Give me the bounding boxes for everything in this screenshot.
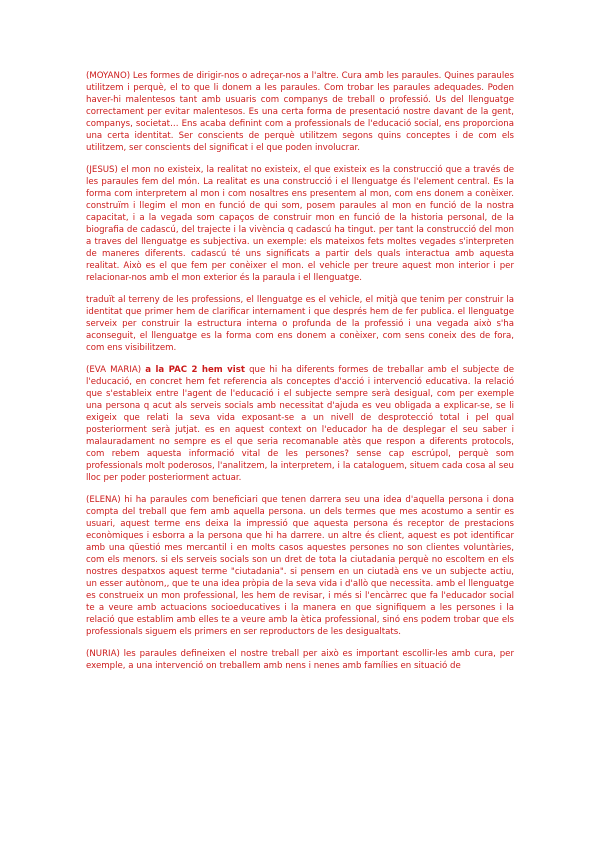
speaker-label: (NURIA) bbox=[86, 649, 120, 659]
document-body bbox=[86, 70, 514, 672]
paragraph-text: les paraules defineixen el nostre treball per això es important escollir-les amb cura, per exemple, a una intervenció on treballem amb nens i nenes amb famílies en situació de bbox=[86, 649, 514, 671]
paragraph-text: que hi ha diferents formes de treballar amb el subjecte de l'educació, en concret hem fet referencia als conceptes d'acció i intervenció educativa. la relació que s'estableix entre l'agent de l'educació i el subjecte sempre serà desigual, com per exemple una persona q acut als serveis socials amb necessitat d'ajuda es veu obligada a explicar-se, se li exigeix que relati la seva vida exposant-se a un nivell de desprotecció total i pel qual posteriorment serà jutjat. es en aquest context on l'educador ha de desplegar el seu saber i malauradament no sempre es el que seria recomanable atès que respon a diferents protocols, com rebem aquesta informació vital de les persones? sense cap escrúpol, perquè som professionals molt poderosos, l'analitzem, la interpretem, i la cataloguem, situem cada cosa al seu lloc per poder posteriorment actuar. bbox=[86, 365, 515, 483]
paragraph-moyano bbox=[86, 70, 514, 154]
speaker-label: (EVA MARIA) bbox=[86, 365, 142, 375]
paragraph-nuria bbox=[86, 648, 514, 672]
speaker-label: (JESUS) bbox=[86, 165, 118, 175]
paragraph-text: Les formes de dirigir-nos o adreçar-nos a l'altre. Cura amb les paraules. Quines paraules utilitzem i perquè, el to que li donem a les paraules. Com trobar les paraules adequades. Poden haver-hi malentesos tant amb usuaris com companys de treball o professió. Us del llenguatge correctament per evitar malentesos. Es una certa forma de presentació nostre davant de la gent, companys, societat… Ens acaba definint com a professionals de l'educació social, ens proporciona una certa identitat. Ser conscients de perquè utilitzem segons quins conceptes i de com els utilitzem, ser conscients del significat i el que poden involucrar. bbox=[86, 71, 514, 153]
paragraph-jesus bbox=[86, 164, 514, 284]
bold-lead: a la PAC 2 hem vist bbox=[145, 365, 245, 375]
paragraph-text: traduït al terreny de les professions, el llenguatge es el vehicle, el mitjà que tenim per construir la identitat que primer hem de clarificar internament i que després hem de fer publica. el llenguatge serveix per construir la estructura interna o profunda de la professió i una vegada això s'ha aconseguit, el llenguatge es la forma com ens donem a conèixer, com sens coneix des de fora, com ens visibilitzem. bbox=[86, 295, 514, 353]
paragraph-elena bbox=[86, 494, 514, 638]
speaker-label: (ELENA) bbox=[86, 495, 121, 505]
paragraph-eva-maria bbox=[86, 364, 514, 484]
paragraph-professions bbox=[86, 294, 514, 354]
speaker-label: (MOYANO) bbox=[86, 71, 131, 81]
paragraph-text: el mon no existeix, la realitat no existeix, el que existeix es la construcció que a través de les paraules fem del món. La realitat es una construcció i el llenguatge és l'element central. Es la forma com interpretem al mon i com nosaltres ens presentem al mon, com ens donem a conèixer. construïm i llegim el mon en funció de qui som, posem paraules al mon en funció de la nostra capacitat, i a la vegada som capaços de construir mon en funció de la historia personal, de la biografia de cadascú, del trajecte i la vivència q cadascú ha tingut. per tant la construcció del mon a traves del llenguatge es subjectiva. un exemple: els mateixos fets moltes vegades s'interpreten de maneres diferents. cadascú té uns significats a partir dels quals interactua amb aquesta realitat. Això es el que fem per conèixer el mon. el vehicle per treure aquest mon interior i per relacionar-nos amb el mon exterior és la paraula i el llenguatge. bbox=[86, 165, 514, 283]
paragraph-text: hi ha paraules com beneficiari que tenen darrera seu una idea d'aquella persona i dona compta del treball que fem amb aquella persona. un dels termes que mes acostumo a sentir es usuari, aquest terme ens deixa la impressió que aquesta persona és receptor de prestacions econòmiques i esborra a la persona que hi ha darrere. un altre és client, aquest es pot identificar amb una qüestió mes mercantil i en molts casos aquestes persones no son clientes voluntàries, com els menors. si els serveis socials son un dret de tota la ciutadania perquè no escoltem en els nostres despatxos aquest terme "ciutadania". si pensem en un ciutadà ens ve un subjecte actiu, un esser autònom,, que te una idea pròpia de la seva vida i d'allò que necessita. amb el llenguatge es construeix un mon professional, les hem de revisar, i més si l'encàrrec que fa l'educador social te a veure amb actuacions socioeducatives i la manera en que signifiquem a les persones i la relació que establim amb elles te a veure amb la ètica professional, sinó ens podem trobar que els professionals siguem els primers en ser reproductors de les desigualtats. bbox=[86, 495, 515, 637]
